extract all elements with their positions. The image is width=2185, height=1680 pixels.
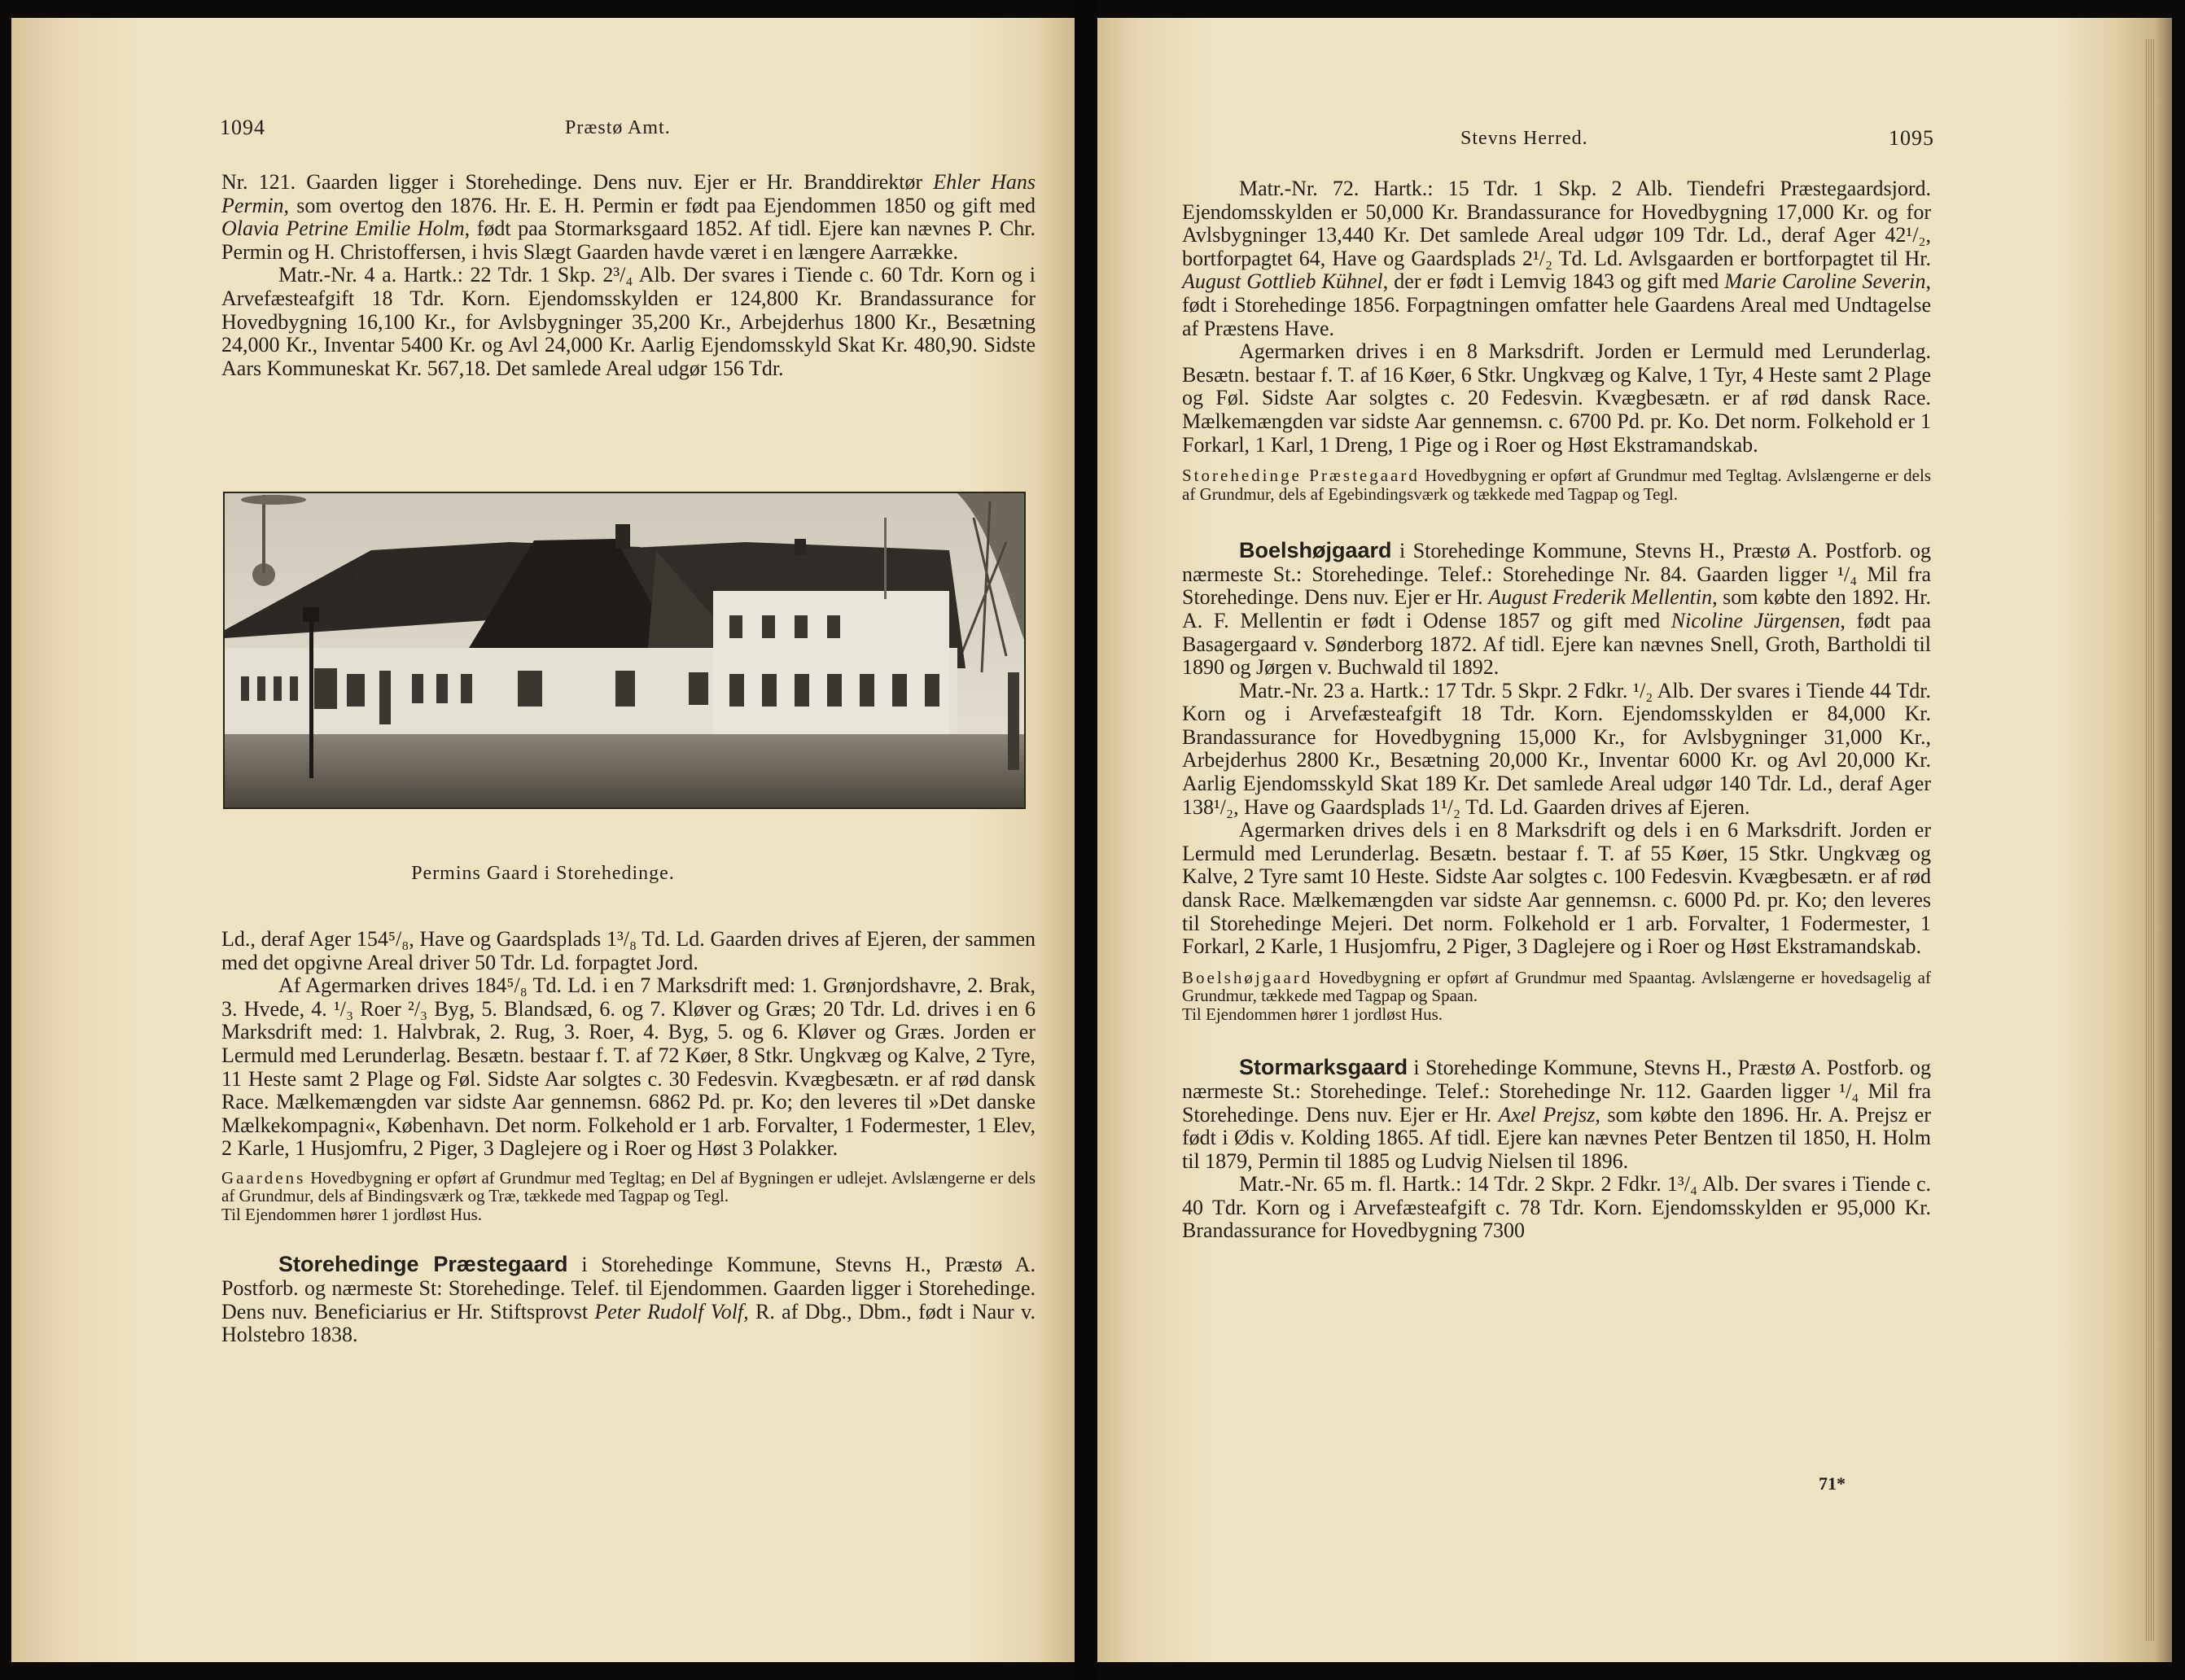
- stormarksgaard-entry: [1182, 1056, 1931, 1173]
- left-top-column: [221, 171, 1036, 380]
- building-note: [221, 1169, 1036, 1224]
- text-run: Matr.-Nr. 72. Hartk.: 15 Tdr. 1 Skp. 2 Alb. Tiendefri Præstegaardsjord. Ejendomsskylden er 50,000 Kr. Brandassurance for Hovedbygning 17,000 Kr. og for Avlsbygninger 13,440 Kr. Det samlede Areal udgør 109 Tdr. Ld., deraf Ager 42¹/₂, bortforpagtet 64, Have og Gaardsplads 2¹/₂ Td. Ld. Avlsgaarden er bortforpagtet til Hr.: [1182, 177, 1931, 270]
- running-head: Præstø Amt.: [565, 117, 671, 138]
- running-head: Stevns Herred.: [1460, 128, 1588, 149]
- praestegaard-paragraph: [1182, 177, 1931, 340]
- stormarksgaard-matr: Matr.-Nr. 65 m. fl. Hartk.: 14 Tdr. 2 Skpr. 2 Fdkr. 1³/₄ Alb. Der svares i Tiende c. 40 Tdr. Korn og i Arvefæsteafgift c. 78 Tdr. Korn. Ejendomsskylden er 95,000 Kr. Brandassurance for Hovedbygning 7300: [1182, 1172, 1931, 1243]
- spouse-name: Nicoline Jürgensen: [1670, 608, 1841, 632]
- farm-photograph: [223, 492, 1026, 809]
- photo-caption: Permins Gaard i Storehedinge.: [411, 863, 675, 884]
- building-description: Hovedbygning er opført af Grundmur med Tegltag. Avlslængerne er dels af Grundmur, dels af Egebindingsværk og tækkede med Tagpap og Tegl.: [1182, 466, 1931, 504]
- entry-title: Storehedinge Præstegaard: [278, 1252, 568, 1277]
- tenant-name: August Gottlieb Kühnel: [1182, 269, 1383, 294]
- text-run: , som købte den 1896. Hr. A. Prejsz er født i Ødis v. Kolding 1865. Af tidl. Ejere kan nævnes Peter Bentzen til 1850, H. Holm til 1879, Permin til 1885 og Ludvig Nielsen til 1896.: [1182, 1102, 1931, 1173]
- area-paragraph: Ld., deraf Ager 154⁵/₈, Have og Gaardsplads 1³/₈ Td. Ld. Gaarden drives af Ejeren, der sammen med det opgivne Areal driver 50 Tdr. Ld. forpagtet Jord.: [221, 927, 1036, 974]
- farmhouse-image: [225, 493, 1024, 807]
- matr-paragraph: Matr.-Nr. 4 a. Hartk.: 22 Tdr. 1 Skp. 2³/₄ Alb. Der svares i Tiende c. 60 Tdr. Korn og i Arvefæsteafgift 18 Tdr. Korn. Ejendomsskylden er 124,800 Kr. Brandassurance for Hovedbygning 16,100 Kr., for Avlsbygninger 35,200 Kr., Arbejderhus 1800 Kr., Besætning 24,000 Kr., Inventar 5400 Kr. og Avl 24,000 Kr. Aarlig Ejendomsskyld Skat Kr. 480,90. Sidste Aars Kommuneskat Kr. 567,18. Det samlede Areal udgør 156 Tdr.: [221, 263, 1036, 380]
- ownership-paragraph: [221, 171, 1036, 264]
- beneficiary-name: Peter Rudolf Volf,: [594, 1299, 749, 1323]
- book-gutter: [1075, 0, 1097, 1680]
- spouse-name: Olavia Petrine Emilie Holm: [221, 217, 465, 241]
- text-run: , født i Storehedinge 1856. Forpagtningen omfatter hele Gaardens Areal med Undtagelse af Præstens Have.: [1182, 269, 1932, 340]
- text-run: Nr. 121. Gaarden ligger i Storehedinge. Dens nuv. Ejer er Hr. Branddirektør: [221, 170, 923, 194]
- owner-name: Ehler Hans Permin: [221, 170, 1036, 217]
- farming-paragraph: Af Agermarken drives 184⁵/₈ Td. Ld. i en 7 Marksdrift med: 1. Grønjordshavre, 2. Brak, 3. Hvede, 4. ¹/₃ Roer ²/₃ Byg, 5. Blandsæd, 6. og 7. Kløver og Græs; 20 Tdr. Ld. drives i en 6 Marksdrift med: 1. Halvbrak, 2. Rug, 3. Roer, 4. Byg, 5. og 6. Kløver og Græs. Jorden er Lermuld med Lerunderlag. Besætn. bestaar f. T. af 72 Køer, 8 Stkr. Ungkvæg og Kalve, 2 Tyre, 11 Heste samt 2 Plage og Føl. Sidste Aar solgtes c. 30 Fedesvin. Kvægbesætn. er af rød dansk Race. Mælkemængden var sidste Aar gennemsn. 6862 Pd. pr. Ko; den leveres til »Det danske Mælkekompagni«, København. Det norm. Folkehold er 1 arb. Forvalter, 1 Fodermester, 1 Elev, 2 Karle, 1 Husjomfru, 2 Piger, 3 Daglejere og i Roer og Høst 3 Polakker.: [221, 973, 1036, 1161]
- text-run: , der er født i Lemvig 1843 og gift med: [1382, 269, 1725, 294]
- text-run: , født paa Basagergaard v. Sønderborg 1872. Af tidl. Ejere kan nævnes Snell, Groth, Bartholdi til 1890 og Jørgen v. Buchwald til 1892.: [1182, 608, 1931, 680]
- text-run: , som købte den 1892. Hr. A. F. Mellentin er født i Odense 1857 og gift med: [1182, 585, 1931, 632]
- spaced-farm-name: Boelshøjgaard: [1182, 967, 1313, 987]
- house-note: Til Ejendommen hører 1 jordløst Hus.: [221, 1204, 483, 1224]
- building-description: Hovedbygning er opført af Grundmur med Spaantag. Avlslængerne er hovedsagelig af Grundmur, tækkede med Tagpap og Spaan.: [1182, 967, 1931, 1006]
- boelshoejgaard-matr: Matr.-Nr. 23 a. Hartk.: 17 Tdr. 5 Skpr. 2 Fdkr. ¹/₂ Alb. Der svares i Tiende 44 Tdr. Korn og i Arvefæsteafgift 18 Tdr. Korn. Ejendomsskylden er 84,000 Kr. Brandassurance for Hovedbygning 15,000 Kr., for Avlsbygninger 31,000 Kr., Arbejderhus 2800 Kr., Besætning 20,000 Kr., Inventar 6000 Kr. og Avl 20,000 Kr. Aarlig Ejendomsskyld Skat 189 Kr. Det samlede Areal udgør 140 Tdr. Ld., deraf Ager 138¹/₂, Have og Gaardsplads 1¹/₂ Td. Ld. Gaarden drives af Ejeren.: [1182, 678, 1931, 819]
- boelshoejgaard-building-note: [1182, 969, 1931, 1024]
- page-number: 1094: [220, 116, 265, 139]
- text-run: i Storehedinge Kommune, Stevns H., Præstø A. Postforb. og nærmeste St: Storehedinge. Telef. til Ejendommen. Gaarden ligger i Storehedinge. Dens nuv. Beneficiarius er Hr. Stiftsprovst: [221, 1253, 1036, 1323]
- text-run: i Storehedinge Kommune, Stevns H., Præstø A. Postforb. og nærmeste St.: Storehedinge. Telef.: Storehedinge Nr. 84. Gaarden ligger ¹/₄ Mil fra Storehedinge. Dens nuv. Ejer er Hr.: [1182, 539, 1931, 610]
- entry-title: Stormarksgaard: [1239, 1055, 1408, 1080]
- entry-title: Boelshøjgaard: [1239, 538, 1392, 563]
- spaced-farm-name: Gaardens: [221, 1167, 306, 1188]
- owner-name: August Frederik Mellentin: [1488, 585, 1713, 610]
- left-bottom-column: [221, 928, 1036, 1347]
- building-description: Hovedbygning er opført af Grundmur med Tegltag; en Del af Bygningen er udlejet. Avlslængerne er dels af Grundmur, dels af Bindingsværk og Træ, tækkede med Tagpap og Tegl.: [221, 1167, 1036, 1206]
- entry-paragraph: [221, 1253, 1036, 1346]
- text-run: R. af Dbg., Dbm., født i Naur v. Holstebro 1838.: [221, 1299, 1036, 1347]
- page-number: 1095: [1889, 126, 1934, 150]
- page-edge: [2144, 39, 2156, 1641]
- text-run: i Storehedinge Kommune, Stevns H., Præstø A. Postforb. og nærmeste St.: Storehedinge. Telef.: Storehedinge Nr. 112. Gaarden ligger ¹/₄ Mil fra Storehedinge. Dens nuv. Ejer er Hr.: [1182, 1056, 1931, 1127]
- left-page: [11, 18, 1075, 1662]
- text-run: , som overtog den 1876. Hr. E. H. Permin er født paa Ejendommen 1850 og gift med: [283, 193, 1036, 217]
- owner-name: Axel Prejsz: [1498, 1102, 1596, 1127]
- house-note: Til Ejendommen hører 1 jordløst Hus.: [1182, 1004, 1443, 1024]
- right-column: [1182, 177, 1931, 1243]
- boelshoejgaard-entry: [1182, 539, 1931, 680]
- signature-mark: 71*: [1819, 1473, 1846, 1494]
- right-page: [1097, 18, 2172, 1662]
- praestegaard-building-note: [1182, 466, 1931, 503]
- spaced-farm-name: Storehedinge Præstegaard: [1182, 466, 1420, 486]
- boelshoejgaard-farming: Agermarken drives dels i en 8 Marksdrift og dels i en 6 Marksdrift. Jorden er Lermuld med Lerunderlag. Besætn. bestaar f. T. af 55 Køer, 15 Stkr. Ungkvæg og Kalve, 2 Tyre samt 10 Heste. Sidste Aar solgtes c. 100 Fedesvin. Kvægbesætn. er af rød dansk Race. Mælkemængden var sidste Aar gennemsn. c. 6000 Pd. pr. Ko; den leveres til Storehedinge Mejeri. Det norm. Folkehold er 1 arb. Forvalter, 1 Fodermester, 1 Forkarl, 2 Karle, 1 Husjomfru, 2 Piger, 3 Daglejere og i Roer og Høst Ekstramandskab.: [1182, 818, 1931, 959]
- text-run: , født paa Stormarksgaard 1852. Af tidl. Ejere kan nævnes P. Chr. Permin og H. Christoffersen, i hvis Slægt Gaarden havde været i en længere Aarrække.: [221, 217, 1036, 264]
- praestegaard-farming: Agermarken drives i en 8 Marksdrift. Jorden er Lermuld med Lerunderlag. Besætn. bestaar f. T. af 16 Køer, 6 Stkr. Ungkvæg og Kalve, 1 Tyr, 4 Heste samt 2 Plage og Føl. Sidste Aar solgtes c. 20 Fedesvin. Kvægbesætn. er af rød dansk Race. Mælkemængden var sidste Aar gennemsn. c. 6700 Pd. pr. Ko. Det norm. Folkehold er 1 Forkarl, 1 Karl, 1 Dreng, 1 Pige og i Roer og Høst Ekstramandskab.: [1182, 339, 1931, 457]
- spouse-name: Marie Caroline Severin: [1724, 269, 1926, 294]
